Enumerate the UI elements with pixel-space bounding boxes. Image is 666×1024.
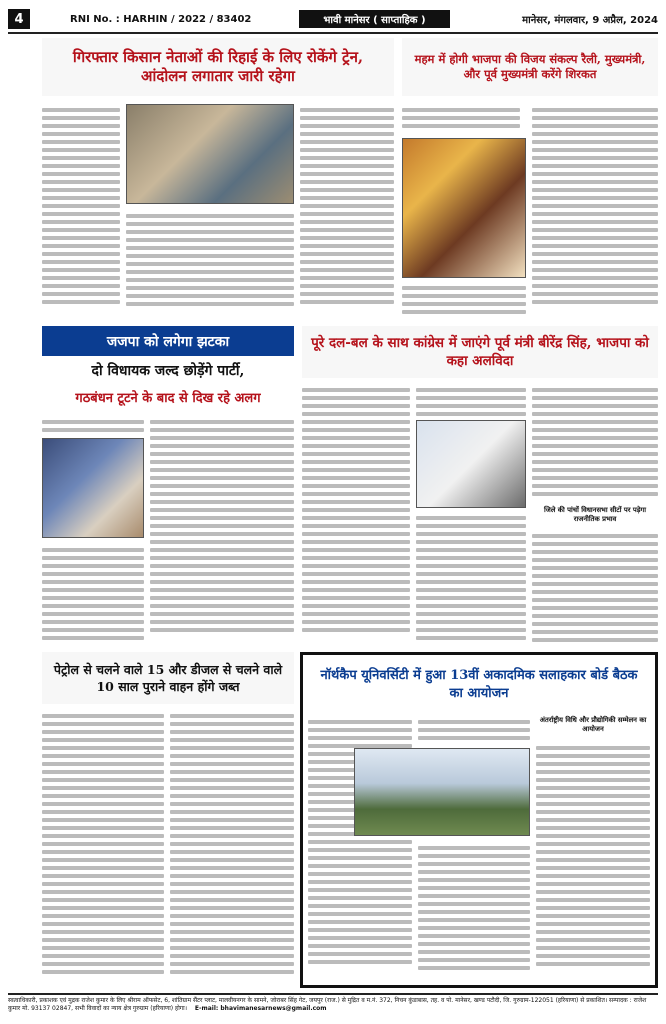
birender-text-col-2b: [416, 512, 526, 644]
northcap-headline-text: नॉर्थकैप यूनिवर्सिटी में हुआ 13वीं अकादमिक सलाहकार बोर्ड बैठक का आयोजन: [320, 668, 638, 701]
bjp-text-col-3: [532, 104, 658, 314]
jjp-headline-2-box: [42, 356, 294, 384]
birender-subhead: जिले की पांचों विधानसभा सीटों पर पड़ेगा राजनीतिक प्रभाव: [544, 506, 646, 523]
date-line: मानेसर, मंगलवार, 9 अप्रैल, 2024: [522, 15, 658, 26]
farmers-photo: [126, 104, 294, 204]
masthead-rule: [8, 32, 658, 34]
farmers-text-col-1: [42, 104, 120, 314]
northcap-subhead: अंतर्राष्ट्रीय विधि और प्रौद्योगिकी सम्मेलन का आयोजन: [539, 716, 647, 733]
jjp-text-col-1b: [42, 544, 144, 644]
jjp-photo: [42, 438, 144, 538]
footer: [8, 993, 658, 1015]
northcap-text-col-2b: [418, 842, 530, 980]
birender-text-col-1: [302, 384, 410, 644]
bjp-rally-photo: [402, 138, 526, 278]
jjp-text-col-1: [42, 416, 144, 434]
paper-name: भावी मानेसर ( साप्ताहिक ): [299, 10, 449, 28]
vehicles-headline: [42, 652, 294, 704]
jjp-headline-2: दो विधायक जल्द छोड़ेंगे पार्टी,: [91, 362, 245, 379]
vehicles-text-col-2: [170, 710, 294, 986]
farmers-text-col-3: [300, 104, 394, 314]
bjp-rally-headline-text: महम में होगी भाजपा की विजय संकल्प रैली, मुख्यमंत्री, और पूर्व मुख्यमंत्री करेंगे शिरकत: [414, 52, 646, 81]
footer-text: स्वत्वाधिकारी, प्रकाशक एवं मुद्रक राजेश कुमार के लिए श्रीराम ऑफसेट, 6, शांतिग्राम सैंटर प्लाट, मालवीयनगर के सामने, जोराबर सिंह गेट, जयपुर (राज.) से मुद्रित व म.नं. 372, निचन कुंडाबास, तह. व पो. मानेसर, खण्ड पटौदी, जि. गुरुग्राम-122051 (हरियाणा) से प्रकाशित। सम्पादक : राजेश कुमार मो. 93137 02847, सभी विवादों का न्याय क्षेत्र गुरुग्राम (हरियाणा) होगा।: [8, 997, 647, 1012]
bjp-text-col-1: [402, 104, 520, 134]
northcap-text-col-3: [536, 742, 650, 980]
northcap-text-col-2: [418, 716, 530, 746]
northcap-photo: [354, 748, 530, 836]
jjp-headline-3: गठबंधन टूटने के बाद से दिख रहे अलग: [75, 391, 261, 406]
birender-photo: [416, 420, 526, 508]
newspaper-page: [8, 8, 658, 1016]
birender-text-col-2: [416, 384, 526, 418]
farmers-headline-text: गिरफ्तार किसान नेताओं की रिहाई के लिए रोकेंगे ट्रेन, आंदोलन लगातार जारी रहेगा: [72, 48, 364, 85]
bjp-rally-headline: [402, 38, 658, 96]
farmers-headline: [42, 38, 394, 96]
birender-headline: [302, 326, 658, 378]
jjp-text-col-2: [150, 416, 294, 644]
jjp-headline-box: [42, 326, 294, 356]
jjp-headline-1: जजपा को लगेगा झटका: [106, 333, 230, 350]
footer-email: E-mail: bhavimanesarnews@gmail.com: [194, 1005, 327, 1012]
bjp-text-col-2: [402, 282, 526, 316]
northcap-headline: [308, 660, 650, 710]
vehicles-text-col-1: [42, 710, 164, 986]
birender-text-col-3b: [532, 530, 658, 644]
page-number: 4: [8, 9, 30, 29]
birender-headline-text: पूरे दल-बल के साथ कांग्रेस में जाएंगे पूर्व मंत्री बीरेंद्र सिंह, भाजपा को कहा अलविदा: [311, 335, 649, 369]
vehicles-headline-text: पेट्रोल से चलने वाले 15 और डीजल से चलने वाले 10 साल पुराने वाहन होंगे जब्त: [53, 662, 283, 694]
jjp-headline-3-box: [42, 384, 294, 410]
rni-number: RNI No. : HARHIN / 2022 / 83402: [70, 13, 252, 25]
masthead: [8, 8, 658, 30]
birender-text-col-3: [532, 384, 658, 502]
farmers-text-col-2: [126, 210, 294, 314]
